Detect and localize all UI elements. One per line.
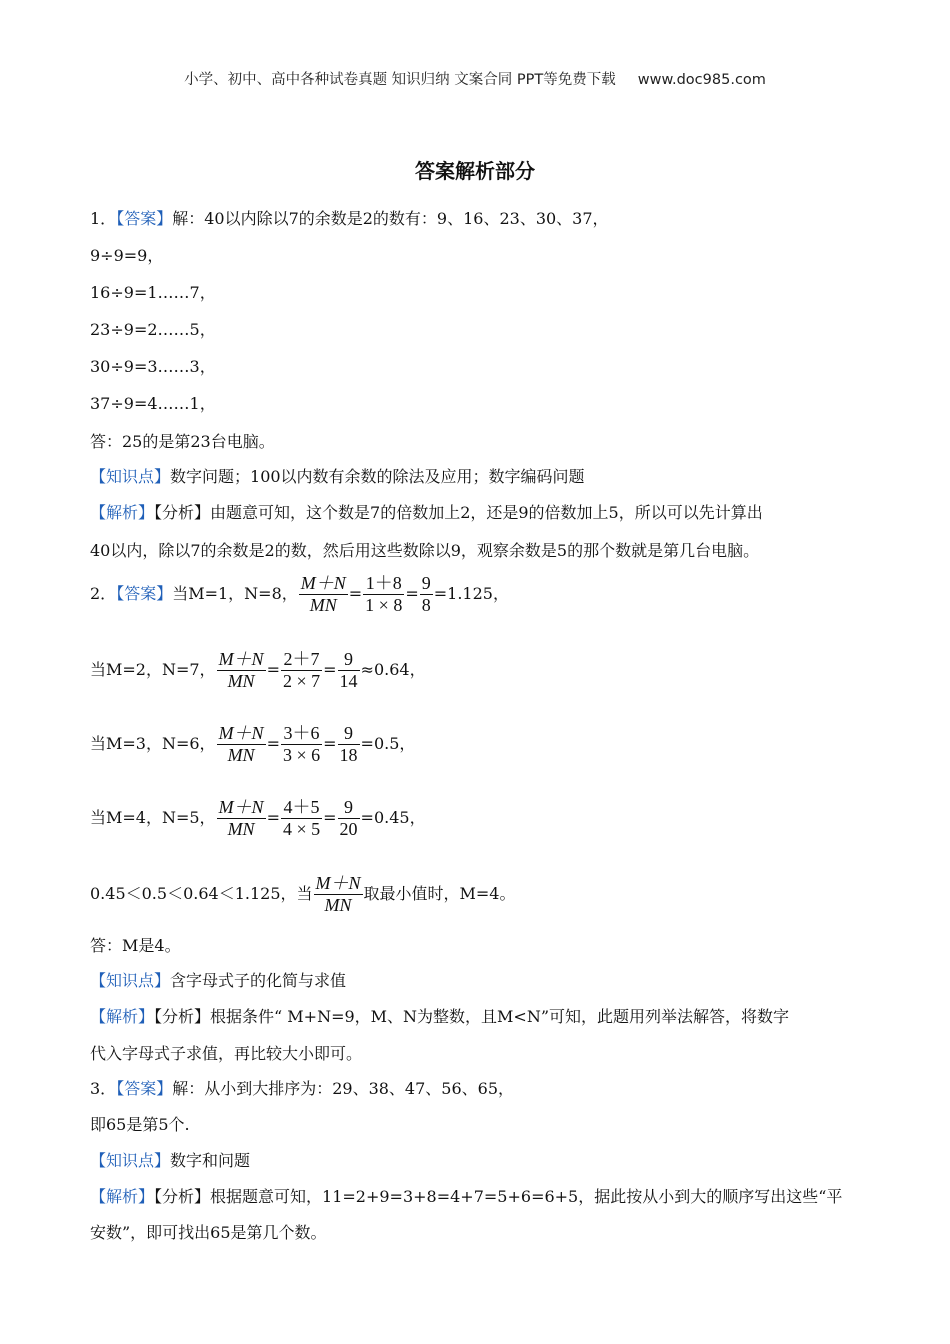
analysis-text: 【分析】由题意可知，这个数是7的倍数加上2，还是9的倍数加上5，所以可以先计算出 [154,503,763,522]
q2-knowledge-point [90,970,346,992]
row-result: =1.125， [433,584,509,603]
fraction-substituted: $\frac{4+5}{4 \times 5}$ [282,797,321,839]
q3-analysis-cont: 安数”，即可找出65是第几个数。 [90,1223,327,1242]
q3-answer-text: 解：从小到大排序为：29、38、47、56、65， [172,1079,515,1098]
row-result: ≈0.64， [360,660,426,679]
fraction-expression: $\frac{M+N}{MN}$ [300,573,346,615]
q1-analysis-cont: 40以内，除以7的余数是2的数，然后用这些数除以9，观察余数是5的那个数就是第几台电脑。 [90,541,760,560]
q1-calc-line: 16÷9=1……7， [90,283,216,302]
row-result: =0.45， [360,808,426,827]
q2-analysis-cont: 代入字母式子求值，再比较大小即可。 [90,1044,363,1063]
q1-calc-line: 30÷9=3……3， [90,357,216,376]
fraction-simplified: $\frac{9}{14}$ [339,649,358,691]
q1-knowledge-point [90,466,585,488]
header-url[interactable]: www.doc985.com [637,72,766,88]
analysis-text: 【分析】根据条件“ M+N=9，M、N为整数，且M<N”可知，此题用列举法解答，将数字 [154,1007,790,1026]
fraction-expression: $\frac{M+N}{MN}$ [218,649,264,691]
q2-row-2: 当M=2，N=7， $\frac{M+N}{MN}$ = $\frac{2+7}{2 \times 7}$ = $\frac{9}{14}$ ≈0.64， [90,649,426,691]
q1-analysis [90,502,763,524]
q2-row-4: 当M=4，N=5， $\frac{M+N}{MN}$ = $\frac{4+5}{4 \times 5}$ = $\frac{9}{20}$ =0.45， [90,797,426,839]
fraction-simplified: $\frac{9}{18}$ [339,723,358,765]
q1-answer-line [90,208,609,230]
fraction-expression: $\frac{M+N}{MN}$ [218,797,264,839]
comparison-text: 0.45＜0.5＜0.64＜1.125，当 [90,884,313,903]
knowledge-point-label: 【知识点】 [90,467,171,486]
fraction-expression: $\frac{M+N}{MN}$ [315,873,361,915]
page-title: 答案解析部分 [415,159,535,183]
answer-label: 【答案】 [116,209,173,228]
fraction-substituted: $\frac{1+8}{1 \times 8}$ [365,573,403,615]
q2-row-1: 2．【答案】当M=1，N=8， $\frac{M+N}{MN}$ = $\frac{1+8}{1 \times 8}$ = $\frac{9}{8}$ =1.125， [90,573,509,615]
q1-number: 1． [90,209,117,228]
comparison-conclusion: 取最小值时，M=4。 [363,884,516,903]
row-lead: 当M=2，N=7， [90,660,216,679]
knowledge-point-text: 含字母式子的化简与求值 [170,971,347,990]
q2-row-3: 当M=3，N=6， $\frac{M+N}{MN}$ = $\frac{3+6}{3 \times 6}$ = $\frac{9}{18}$ =0.5， [90,723,416,765]
q3-number: 3． [90,1079,117,1098]
analysis-label: 【解析】 [90,1187,155,1206]
q2-analysis [90,1006,789,1028]
row-lead: 当M=3，N=6， [90,734,216,753]
fraction-expression: $\frac{M+N}{MN}$ [218,723,264,765]
q1-calc-line: 9÷9=9， [90,246,164,265]
q1-final-answer: 答：25的是第23台电脑。 [90,432,275,451]
knowledge-point-text: 数字问题；100以内数有余数的除法及应用；数字编码问题 [170,467,585,486]
fraction-substituted: $\frac{2+7}{2 \times 7}$ [282,649,321,691]
answer-label: 【答案】 [116,1079,173,1098]
header-text: 小学、初中、高中各种试卷真题 知识归纳 文案合同 PPT等免费下载 [184,72,616,88]
q3-answer-line [90,1078,514,1100]
q1-calc-line: 37÷9=4……1， [90,394,216,413]
knowledge-point-text: 数字和问题 [170,1151,251,1170]
q2-final-answer: 答：M是4。 [90,936,181,955]
fraction-simplified: $\frac{9}{20}$ [339,797,358,839]
q3-analysis [90,1186,842,1208]
fraction-substituted: $\frac{3+6}{3 \times 6}$ [282,723,321,765]
q1-answer-text: 解：40以内除以7的余数是2的数有：9、16、23、30、37， [172,209,609,228]
analysis-label: 【解析】 [90,1007,155,1026]
q3-answer-cont: 即65是第5个. [90,1115,190,1134]
page-header [0,68,950,89]
knowledge-point-label: 【知识点】 [90,971,171,990]
row-lead: 当M=1，N=8， [172,584,298,603]
q3-knowledge-point [90,1150,250,1172]
answer-label: 【答案】 [116,584,173,603]
row-result: =0.5， [360,734,416,753]
row-lead: 当M=4，N=5， [90,808,216,827]
analysis-text: 【分析】根据题意可知，11=2+9=3+8=4+7=5+6=6+5，据此按从小到大的顺序写出这些“平 [154,1187,843,1206]
fraction-simplified: $\frac{9}{8}$ [421,573,431,615]
analysis-label: 【解析】 [90,503,155,522]
q1-calc-line: 23÷9=2……5， [90,320,216,339]
knowledge-point-label: 【知识点】 [90,1151,171,1170]
q2-comparison [90,873,516,916]
q2-number: 2． [90,584,117,603]
